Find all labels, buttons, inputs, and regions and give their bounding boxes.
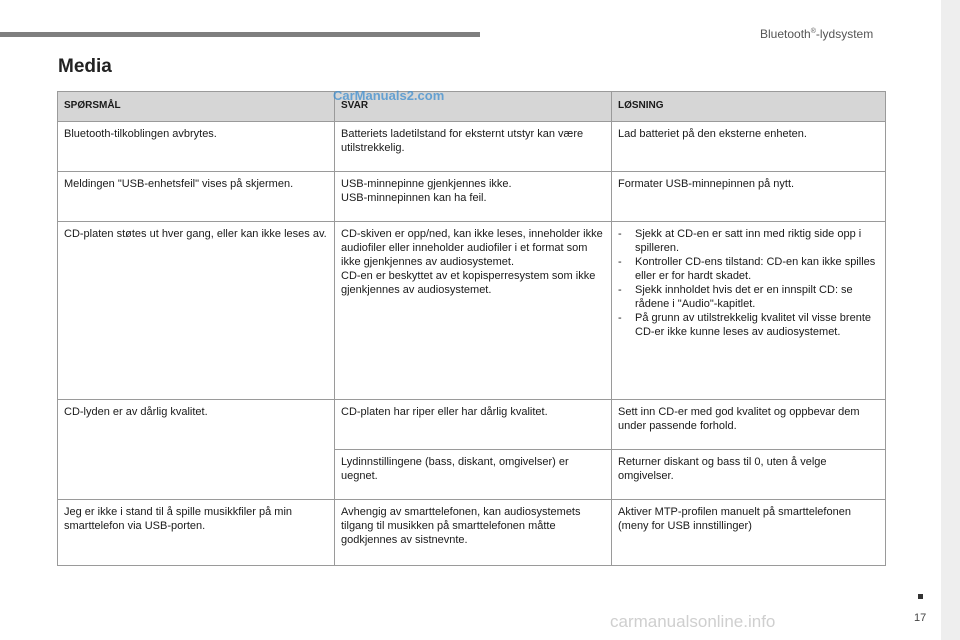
page-number: 17: [914, 612, 927, 624]
answer-cell: CD-platen har riper eller har dårlig kvalitet.: [335, 400, 612, 450]
solution-steps: [618, 227, 879, 339]
watermark-footer: carmanualsonline.info: [610, 612, 776, 631]
solution-cell: Aktiver MTP-profilen manuelt på smarttelefonen (meny for USB innstillinger): [612, 500, 886, 566]
watermark-logo: CarManuals2.com: [333, 88, 445, 103]
answer-cell: Batteriets ladetilstand for eksternt utstyr kan være utilstrekkelig.: [335, 122, 612, 172]
table-row: [58, 400, 886, 450]
solution-cell: Lad batteriet på den eksterne enheten.: [612, 122, 886, 172]
answer-cell: USB-minnepinne gjenkjennes ikke. USB-minnepinnen kan ha feil.: [335, 172, 612, 222]
solution-cell: Sett inn CD-er med god kvalitet og oppbevar dem under passende forhold.: [612, 400, 886, 450]
answer-cell: Avhengig av smarttelefonen, kan audiosystemets tilgang til musikken på smarttelefonen måtte godkjennes av sistnevnte.: [335, 500, 612, 566]
answer-cell: Lydinnstillingene (bass, diskant, omgivelser) er uegnet.: [335, 450, 612, 500]
page-marker: [918, 594, 923, 599]
question-cell: Jeg er ikke i stand til å spille musikkfiler på min smarttelefon via USB-porten.: [58, 500, 335, 566]
header-answer: SVAR: [335, 92, 612, 122]
header-solution: LØSNING: [612, 92, 886, 122]
table-row: [58, 222, 886, 400]
page-title: Media: [58, 56, 112, 77]
list-item: - Kontroller CD-ens tilstand: CD-en kan ikke spilles eller er for hardt skadet.: [618, 255, 879, 283]
table-header-row: [58, 92, 886, 122]
solution-cell: Formater USB-minnepinnen på nytt.: [612, 172, 886, 222]
section-header: Bluetooth®-lydsystem: [760, 27, 874, 41]
table-row: [58, 122, 886, 172]
list-item: - På grunn av utilstrekkelig kvalitet vil visse brente CD-er ikke kunne leses av audiosystemet.: [618, 311, 879, 339]
table-row: [58, 500, 886, 566]
question-cell: CD-platen støtes ut hver gang, eller kan ikke leses av.: [58, 222, 335, 400]
question-cell: Meldingen "USB-enhetsfeil" vises på skjermen.: [58, 172, 335, 222]
faq-table: [57, 91, 886, 566]
question-cell: CD-lyden er av dårlig kvalitet.: [58, 400, 335, 500]
answer-cell: CD-skiven er opp/ned, kan ikke leses, inneholder ikke audiofiler eller inneholder audiofiler i et format som ikke gjenkjennes av audiosystemet. CD-en er beskyttet av et kopisperresystem som ikke gjenkjennes av audiosystemet.: [335, 222, 612, 400]
solution-cell: [612, 222, 886, 400]
list-item: - Sjekk at CD-en er satt inn med riktig side opp i spilleren.: [618, 227, 879, 255]
header-bar: [0, 32, 480, 37]
solution-cell: Returner diskant og bass til 0, uten å velge omgivelser.: [612, 450, 886, 500]
table-row: [58, 172, 886, 222]
header-question: SPØRSMÅL: [58, 92, 335, 122]
page-edge-strip: [941, 0, 960, 640]
question-cell: Bluetooth-tilkoblingen avbrytes.: [58, 122, 335, 172]
list-item: - Sjekk innholdet hvis det er en innspilt CD: se rådene i "Audio"-kapitlet.: [618, 283, 879, 311]
